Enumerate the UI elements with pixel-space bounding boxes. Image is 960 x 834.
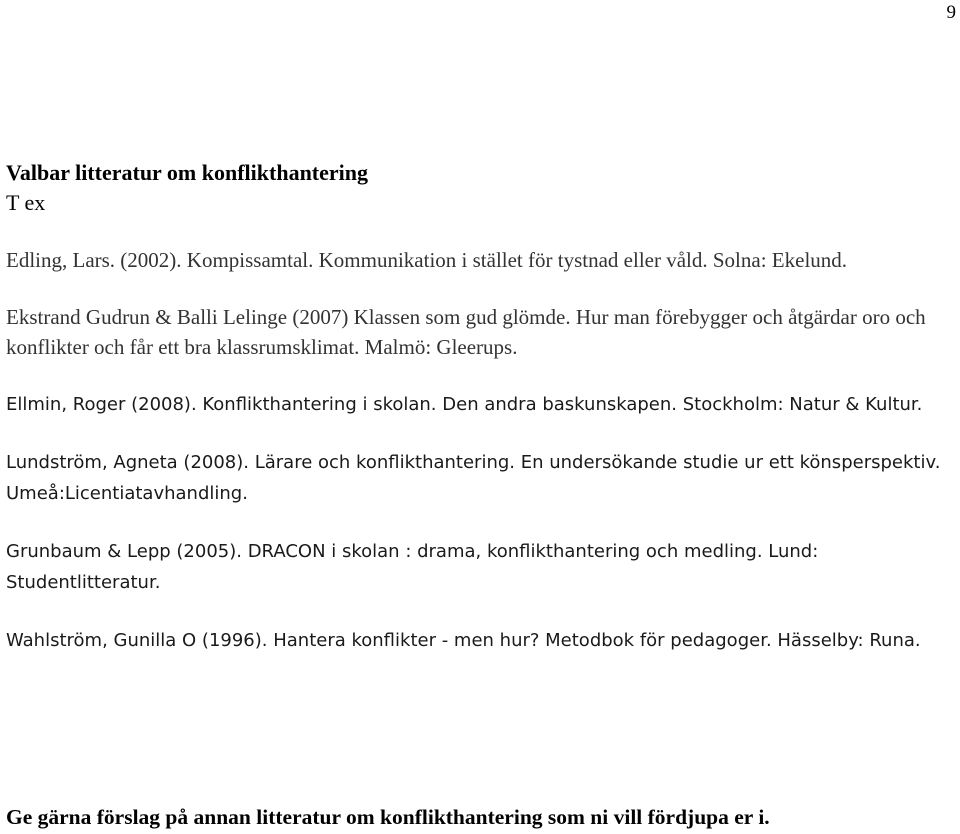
page-number: 9 (946, 2, 956, 23)
section-subtitle: T ex (6, 190, 46, 215)
literature-section (6, 158, 951, 683)
reference-ellmin (6, 389, 951, 420)
reference-wahlstrom (6, 625, 951, 656)
reference-edling: Edling, Lars. (2002). Kompissamtal. Kommunikation i stället för tystnad eller våld. Solna: Ekelund. (6, 248, 848, 272)
reference-wahlstrom-text: Wahlström, Gunilla O (1996). Hantera konflikter - men hur? Metodbok för pedagoger. Hässelby: Runa. (6, 630, 921, 651)
reference-lundstrom-text: Lundström, Agneta (2008). Lärare och konflikthantering. En undersökande studie ur ett könsperspektiv. Umeå:Licentiatavhandling. (6, 452, 941, 504)
reference-ekstrand: Ekstrand Gudrun & Balli Lelinge (2007) Klassen som gud glömde. Hur man förebygger och åtgärdar oro och konflikter och får ett bra klassrumsklimat. Malmö: Gleerups. (6, 305, 926, 359)
footer-note: Ge gärna förslag på annan litteratur om konflikthantering som ni vill fördjupa er i. (6, 805, 770, 829)
reference-lundstrom (6, 447, 951, 509)
reference-grunbaum (6, 536, 951, 598)
reference-ellmin-text: Ellmin, Roger (2008). Konflikthantering i skolan. Den andra baskunskapen. Stockholm: Natur & Kultur. (6, 394, 923, 415)
reference-grunbaum-text: Grunbaum & Lepp (2005). DRACON i skolan : drama, konflikthantering och medling. Lund: Studentlitteratur. (6, 541, 819, 593)
section-title: Valbar litteratur om konflikthantering (6, 160, 369, 185)
